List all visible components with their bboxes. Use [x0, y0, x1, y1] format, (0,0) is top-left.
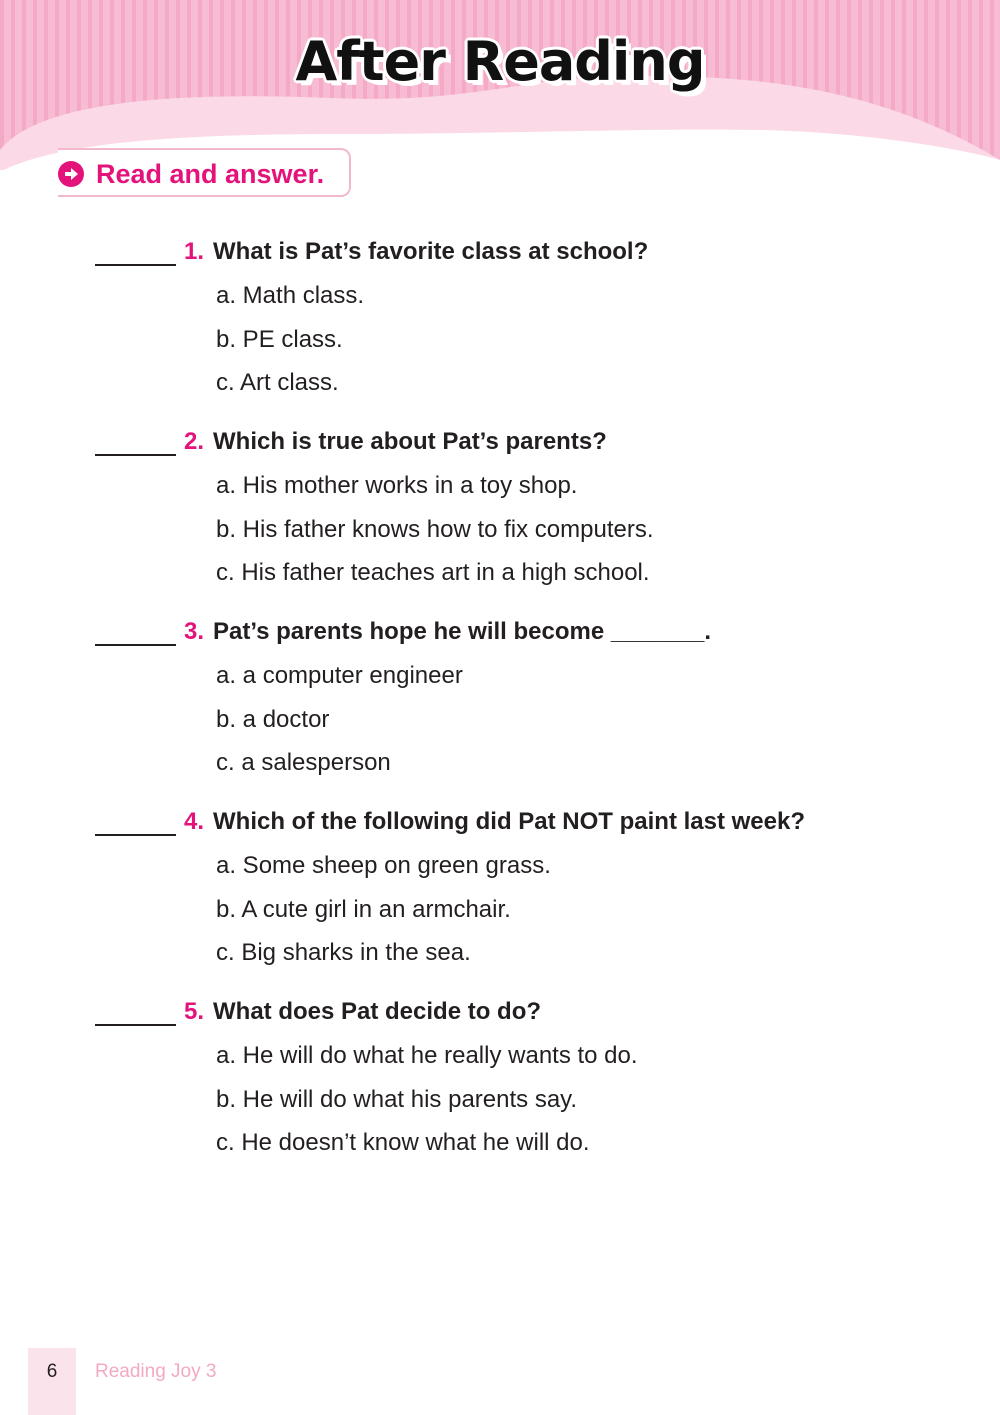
instruction-text: Read and answer.: [96, 159, 325, 189]
option-b: b. A cute girl in an armchair.: [216, 896, 511, 923]
option-c: c. a salesperson: [216, 749, 391, 776]
option-a: a. His mother works in a toy shop.: [216, 472, 578, 499]
option-a: a. He will do what he really wants to do.: [216, 1042, 638, 1069]
answer-blank[interactable]: [95, 644, 176, 646]
question-text: Which of the following did Pat NOT paint last week?: [213, 808, 806, 835]
instruction-box: [58, 148, 351, 197]
answer-blank[interactable]: [95, 264, 176, 266]
question-text: What is Pat’s favorite class at school?: [213, 238, 649, 265]
question-number: 2.: [183, 428, 204, 455]
book-title: Reading Joy 3: [95, 1361, 217, 1382]
option-c: c. He doesn’t know what he will do.: [216, 1129, 590, 1156]
answer-blank[interactable]: [95, 1024, 176, 1026]
question-number: 5.: [183, 998, 204, 1025]
option-a: a. a computer engineer: [216, 662, 463, 689]
answer-blank[interactable]: [95, 834, 176, 836]
option-c: c. Art class.: [216, 369, 339, 396]
option-a: a. Some sheep on green grass.: [216, 852, 551, 879]
question-text: What does Pat decide to do?: [213, 998, 542, 1025]
arrow-right-circle-icon: [58, 161, 84, 187]
option-b: b. a doctor: [216, 706, 330, 733]
option-a: a. Math class.: [216, 282, 365, 309]
question-number: 3.: [183, 618, 204, 645]
option-c: c. His father teaches art in a high school.: [216, 559, 650, 586]
option-b: b. His father knows how to fix computers.: [216, 516, 654, 543]
option-b: b. PE class.: [216, 326, 343, 353]
question-text: Which is true about Pat’s parents?: [213, 428, 607, 455]
option-c: c. Big sharks in the sea.: [216, 939, 471, 966]
question-number: 4.: [183, 808, 204, 835]
answer-blank[interactable]: [95, 454, 176, 456]
question-text: Pat’s parents hope he will become _______.: [213, 618, 711, 645]
page-title: After Reading: [295, 30, 705, 93]
page-number: 6: [46, 1361, 58, 1382]
question-number: 1.: [183, 238, 204, 265]
option-b: b. He will do what his parents say.: [216, 1086, 578, 1113]
